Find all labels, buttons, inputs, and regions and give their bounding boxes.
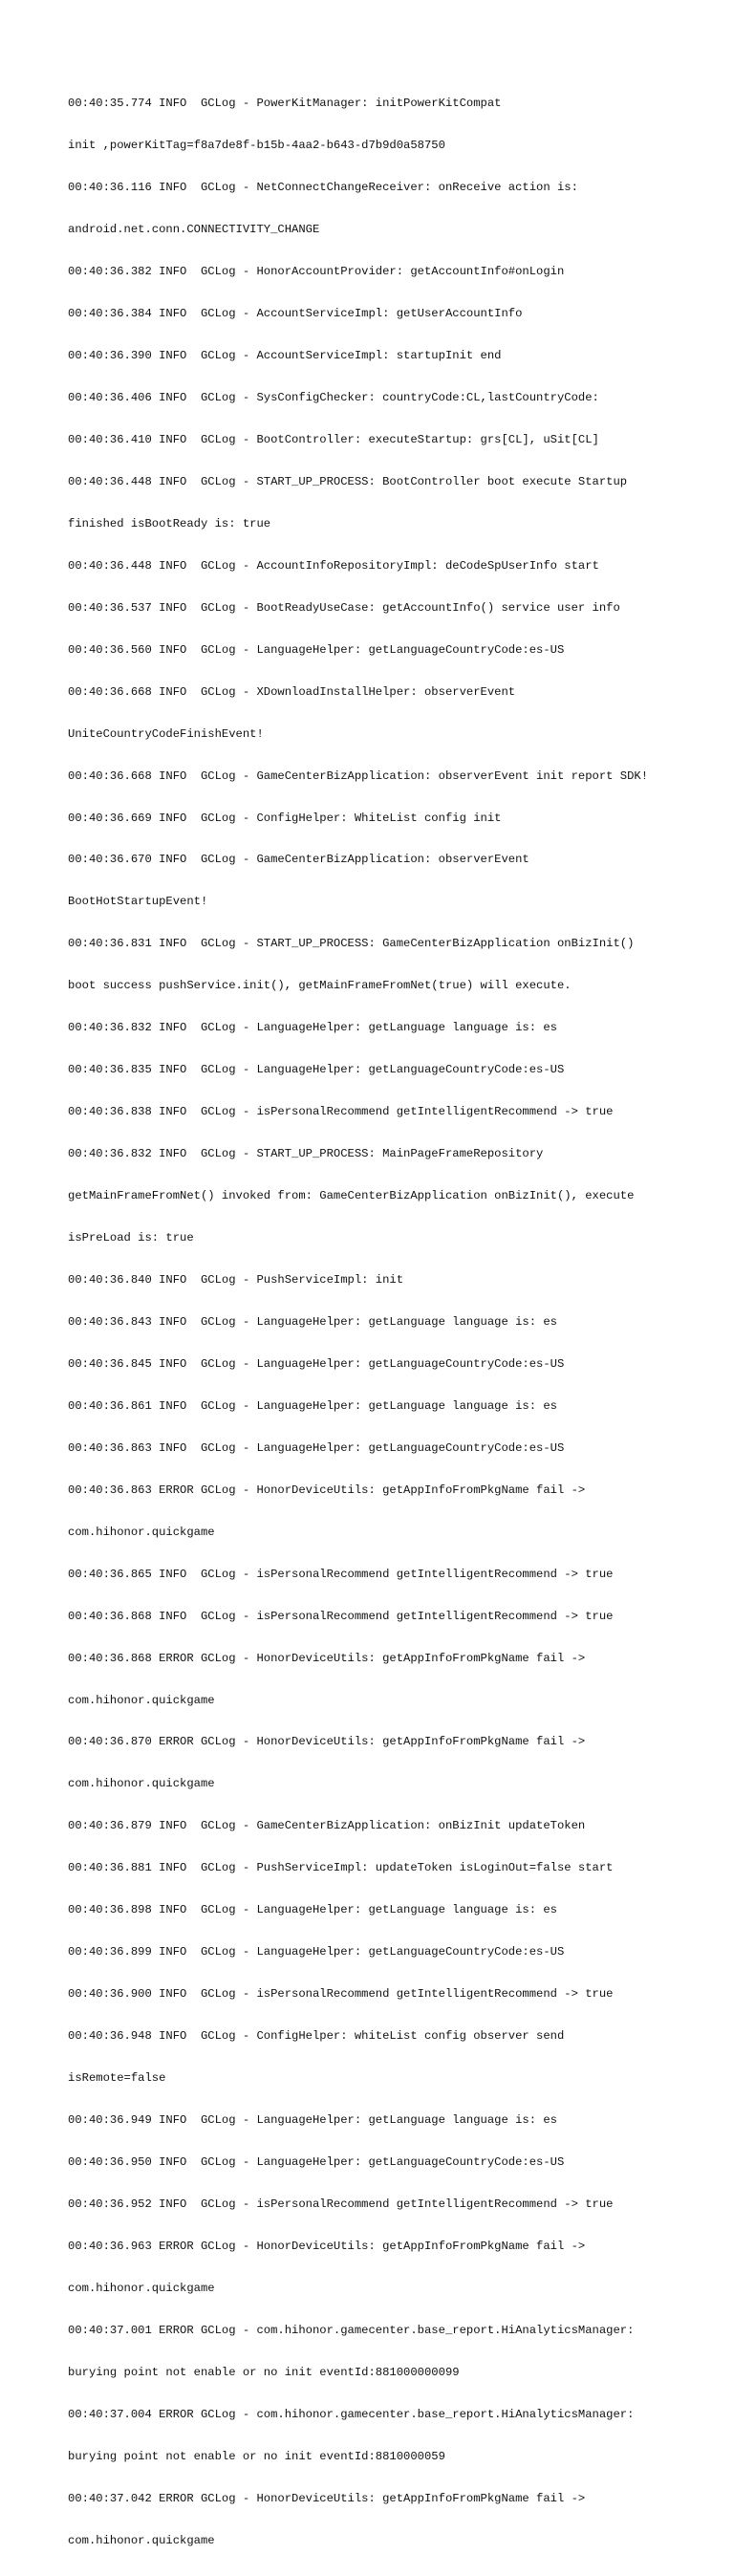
log-line: 00:40:36.952 INFO GCLog - isPersonalRecommend getIntelligentRecommend -> true (68, 2197, 614, 2211)
log-line: 00:40:36.865 INFO GCLog - isPersonalRecommend getIntelligentRecommend -> true (68, 1567, 614, 1581)
log-line: 00:40:36.900 INFO GCLog - isPersonalRecommend getIntelligentRecommend -> true (68, 1987, 614, 2002)
log-line: 00:40:36.898 INFO GCLog - LanguageHelper: getLanguage language is: es (68, 1903, 557, 1917)
log-line: 00:40:36.560 INFO GCLog - LanguageHelper: getLanguageCountryCode:es-US (68, 642, 565, 657)
log-line: 00:40:37.042 ERROR GCLog - HonorDeviceUtils: getAppInfoFromPkgName fail -> (68, 2491, 586, 2505)
log-line: 00:40:36.899 INFO GCLog - LanguageHelper: getLanguageCountryCode:es-US (68, 1945, 565, 1959)
log-line: 00:40:37.004 ERROR GCLog - com.hihonor.gamecenter.base_report.HiAnalyticsManager: (68, 2407, 635, 2421)
log-line: 00:40:36.879 INFO GCLog - GameCenterBizApplication: onBizInit updateToken (68, 1819, 586, 1833)
log-line: 00:40:36.950 INFO GCLog - LanguageHelper: getLanguageCountryCode:es-US (68, 2155, 565, 2170)
log-line: 00:40:36.831 INFO GCLog - START_UP_PROCESS: GameCenterBizApplication onBizInit() (68, 937, 635, 951)
log-line: burying point not enable or no init eventId:8810000059 (68, 2449, 445, 2463)
log-line: 00:40:36.835 INFO GCLog - LanguageHelper: getLanguageCountryCode:es-US (68, 1063, 565, 1077)
log-line: init ,powerKitTag=f8a7de8f-b15b-4aa2-b643-d7b9d0a58750 (68, 139, 445, 153)
log-line: android.net.conn.CONNECTIVITY_CHANGE (68, 223, 320, 237)
log-line: 00:40:36.410 INFO GCLog - BootController: executeStartup: grs[CL], uSit[CL] (68, 432, 599, 446)
log-line: 00:40:36.843 INFO GCLog - LanguageHelper: getLanguage language is: es (68, 1314, 557, 1329)
log-line: 00:40:36.448 INFO GCLog - AccountInfoRepositoryImpl: deCodeSpUserInfo start (68, 558, 599, 573)
log-line: 00:40:36.863 INFO GCLog - LanguageHelper: getLanguageCountryCode:es-US (68, 1440, 565, 1455)
log-line: com.hihonor.quickgame (68, 2533, 215, 2547)
log-line: 00:40:36.670 INFO GCLog - GameCenterBizApplication: observerEvent (68, 853, 529, 867)
log-line: 00:40:36.668 INFO GCLog - GameCenterBizApplication: observerEvent init report SDK! (68, 768, 649, 783)
log-line: 00:40:35.774 INFO GCLog - PowerKitManager: initPowerKitCompat (68, 97, 502, 111)
log-line: 00:40:36.948 INFO GCLog - ConfigHelper: whiteList config observer send (68, 2029, 565, 2044)
log-line: 00:40:36.116 INFO GCLog - NetConnectChangeReceiver: onReceive action is: (68, 181, 578, 195)
log-line: 00:40:36.870 ERROR GCLog - HonorDeviceUtils: getAppInfoFromPkgName fail -> (68, 1735, 586, 1749)
log-line: 00:40:36.390 INFO GCLog - AccountServiceImpl: startupInit end (68, 349, 502, 363)
log-line: 00:40:36.668 INFO GCLog - XDownloadInstallHelper: observerEvent (68, 684, 516, 699)
log-line: 00:40:36.669 INFO GCLog - ConfigHelper: WhiteList config init (68, 811, 502, 825)
log-line: 00:40:36.838 INFO GCLog - isPersonalRecommend getIntelligentRecommend -> true (68, 1105, 614, 1119)
log-line: 00:40:36.832 INFO GCLog - LanguageHelper: getLanguage language is: es (68, 1021, 557, 1035)
log-line: 00:40:36.840 INFO GCLog - PushServiceImpl: init (68, 1273, 404, 1287)
log-line: com.hihonor.quickgame (68, 1693, 215, 1707)
log-line: 00:40:36.963 ERROR GCLog - HonorDeviceUtils: getAppInfoFromPkgName fail -> (68, 2239, 586, 2253)
log-line: com.hihonor.quickgame (68, 1777, 215, 1791)
log-line: com.hihonor.quickgame (68, 1525, 215, 1539)
log-line: finished isBootReady is: true (68, 516, 271, 530)
log-line: 00:40:36.845 INFO GCLog - LanguageHelper: getLanguageCountryCode:es-US (68, 1356, 565, 1371)
log-line: 00:40:36.868 ERROR GCLog - HonorDeviceUtils: getAppInfoFromPkgName fail -> (68, 1651, 586, 1665)
log-line: com.hihonor.quickgame (68, 2281, 215, 2295)
log-line: 00:40:36.949 INFO GCLog - LanguageHelper: getLanguage language is: es (68, 2113, 557, 2128)
log-line: UniteCountryCodeFinishEvent! (68, 726, 264, 741)
log-line: 00:40:36.881 INFO GCLog - PushServiceImpl: updateToken isLoginOut=false start (68, 1861, 614, 1875)
log-line: 00:40:36.863 ERROR GCLog - HonorDeviceUtils: getAppInfoFromPkgName fail -> (68, 1483, 586, 1497)
log-line: 00:40:36.448 INFO GCLog - START_UP_PROCESS: BootController boot execute Startup (68, 474, 628, 488)
log-line: 00:40:37.001 ERROR GCLog - com.hihonor.gamecenter.base_report.HiAnalyticsManager: (68, 2323, 635, 2337)
log-line: 00:40:36.537 INFO GCLog - BootReadyUseCase: getAccountInfo() service user info (68, 600, 620, 615)
log-line: 00:40:36.382 INFO GCLog - HonorAccountProvider: getAccountInfo#onLogin (68, 265, 565, 279)
log-line: 00:40:36.406 INFO GCLog - SysConfigChecker: countryCode:CL,lastCountryCode: (68, 390, 599, 404)
log-line: boot success pushService.init(), getMainFrameFromNet(true) will execute. (68, 979, 572, 993)
log-line: getMainFrameFromNet() invoked from: GameCenterBizApplication onBizInit(), execute (68, 1189, 635, 1203)
log-line: 00:40:36.832 INFO GCLog - START_UP_PROCESS: MainPageFrameRepository (68, 1147, 544, 1161)
log-line: 00:40:36.868 INFO GCLog - isPersonalRecommend getIntelligentRecommend -> true (68, 1609, 614, 1623)
log-text-block (68, 69, 718, 2576)
log-line: burying point not enable or no init eventId:881000000099 (68, 2365, 460, 2379)
log-line: BootHotStartupEvent! (68, 895, 208, 909)
log-line: 00:40:36.384 INFO GCLog - AccountServiceImpl: getUserAccountInfo (68, 307, 523, 321)
log-line: 00:40:36.861 INFO GCLog - LanguageHelper: getLanguage language is: es (68, 1398, 557, 1413)
log-line: isPreLoad is: true (68, 1231, 194, 1245)
log-line: isRemote=false (68, 2071, 166, 2086)
